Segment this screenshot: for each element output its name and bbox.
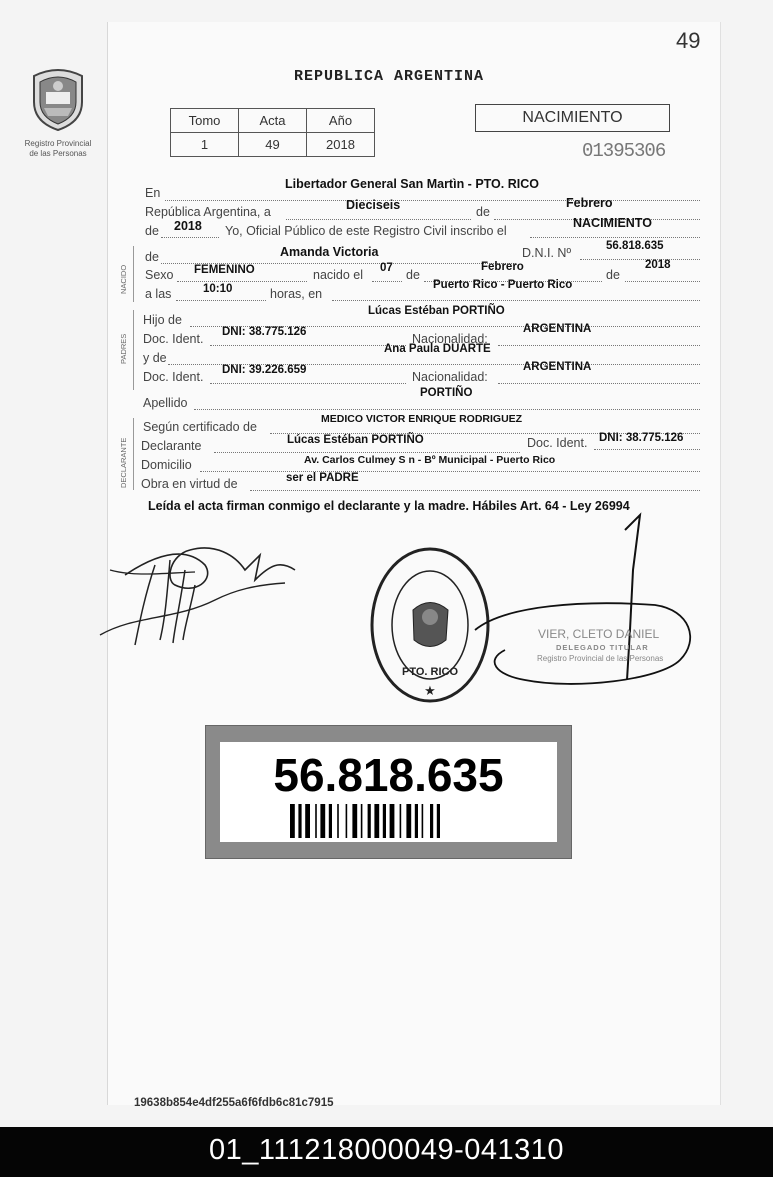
name-de-label: de	[145, 250, 159, 264]
logo-caption-line2: de las Personas	[29, 149, 87, 158]
closing-note: Leída el acta firman conmigo el declarante y la madre. Hábiles Art. 64 - Ley 26994	[148, 499, 630, 513]
sex-line	[177, 281, 307, 282]
father-nationality-line	[498, 345, 700, 346]
republica-label: República Argentina, a	[145, 205, 271, 219]
birth-year-value: 2018	[645, 259, 671, 271]
barcode-bar	[290, 804, 295, 838]
year-de-label: de	[145, 224, 159, 238]
declarant-doc-label: Doc. Ident.	[527, 436, 588, 450]
month-value: Febrero	[566, 196, 613, 210]
act-line	[530, 237, 700, 238]
document-hash: 19638b854e4df255a6f6fdb6c81c7915	[134, 1097, 334, 1109]
barcode-bar	[315, 804, 317, 838]
official-role: DELEGADO TITULAR	[556, 643, 649, 652]
mother-doc-label: Doc. Ident.	[143, 370, 204, 384]
birth-month-de-label: de	[406, 268, 420, 282]
barcode-bar	[374, 804, 379, 838]
barcode-bar	[337, 804, 339, 838]
provincial-seal-icon	[26, 62, 90, 132]
official-name: VIER, CLETO DANIEL	[538, 627, 660, 641]
declarant-doc-line	[594, 449, 700, 450]
country-heading: REPUBLICA ARGENTINA	[294, 68, 485, 85]
barcode-bar	[320, 804, 325, 838]
father-nationality-label: Nacionalidad:	[412, 332, 488, 346]
birthplace-value: Puerto Rico - Puerto Rico	[433, 279, 573, 291]
barcode-bar	[437, 804, 440, 838]
mother-doc-value: DNI: 39.226.659	[222, 364, 307, 376]
address-line	[200, 471, 700, 472]
svg-text:PTO. RICO: PTO. RICO	[401, 666, 459, 678]
declarant-signature-icon	[95, 525, 300, 660]
side-label-nacido: NACIDO	[119, 264, 128, 294]
declarant-doc-value: DNI: 38.775.126	[599, 432, 684, 444]
barcode-bar	[352, 804, 357, 838]
birth-year-line	[625, 281, 700, 282]
barcode-bar	[298, 804, 301, 838]
born-on-label: nacido el	[313, 268, 364, 282]
day-value: Dieciseis	[346, 198, 401, 212]
serial-number: 01395306	[582, 140, 666, 162]
place-value: Libertador General San Martìn - PTO. RICO	[285, 177, 539, 191]
by-virtue-label: Obra en virtud de	[141, 477, 238, 491]
nacido-bracket	[133, 246, 134, 302]
reference-table	[170, 108, 375, 157]
sex-label: Sexo	[145, 268, 174, 282]
declarant-line	[214, 452, 520, 453]
by-virtue-value: ser el PADRE	[286, 472, 359, 484]
dni-sticker-panel	[220, 742, 557, 842]
address-value: Av. Carlos Culmey S n - Bº Municipal - Puerto Rico	[304, 454, 556, 466]
at-label: a las	[145, 287, 172, 301]
barcode-bar	[430, 804, 433, 838]
mother-nationality-line	[498, 383, 700, 384]
barcode-bar	[361, 804, 363, 838]
declarant-label: Declarante	[141, 439, 202, 453]
son-of-label: Hijo de	[143, 313, 182, 327]
surname-label: Apellido	[143, 396, 188, 410]
father-doc-line	[210, 345, 406, 346]
surname-value: PORTIÑO	[420, 387, 473, 399]
mother-name-value: Ana Paula DUARTE	[384, 343, 491, 355]
svg-text:★: ★	[424, 683, 436, 698]
official-organization: Registro Provincial de las Personas	[537, 654, 664, 663]
footer-id: 01_111218000049-041310	[208, 1134, 565, 1166]
time-value: 10:10	[203, 283, 233, 295]
dni-sticker-number: 56.818.635	[273, 749, 504, 801]
en-label: En	[145, 186, 161, 200]
declarant-value: Lúcas Estéban PORTIÑO	[287, 434, 424, 446]
month-de-label: de	[476, 205, 490, 219]
birth-day-value: 07	[380, 262, 393, 274]
registry-logo	[22, 62, 94, 159]
acta-label: Acta	[239, 109, 307, 133]
dni-line	[580, 259, 700, 260]
barcode-bar	[305, 804, 310, 838]
barcode-icon	[290, 804, 510, 838]
year-line	[161, 237, 219, 238]
tomo-label: Tomo	[171, 109, 239, 133]
barcode-bar	[400, 804, 402, 838]
birth-day-line	[372, 281, 402, 282]
mother-nationality-label: Nacionalidad:	[412, 370, 488, 384]
birth-year-de-label: de	[606, 268, 620, 282]
barcode-bar	[329, 804, 332, 838]
barcode-bar	[368, 804, 371, 838]
father-name-value: Lúcas Estéban PORTIÑO	[368, 305, 505, 317]
dni-sticker	[205, 725, 572, 859]
logo-caption-line1: Registro Provincial	[24, 139, 92, 148]
father-nationality-value: ARGENTINA	[523, 323, 592, 335]
hours-in-label: horas, en	[270, 287, 323, 301]
barcode-bar	[390, 804, 395, 838]
barcode-bar	[422, 804, 424, 838]
side-label-declarante: DECLARANTE	[119, 437, 128, 488]
by-virtue-line	[250, 490, 700, 491]
certificate-value: MEDICO VICTOR ENRIQUE RODRIGUEZ	[321, 413, 523, 425]
sex-value: FEMENINO	[194, 264, 255, 276]
anio-value: 2018	[307, 133, 375, 157]
barcode-bar	[383, 804, 386, 838]
tomo-value: 1	[171, 133, 239, 157]
day-line	[286, 219, 471, 220]
mother-nationality-value: ARGENTINA	[523, 361, 592, 373]
and-of-label: y de	[143, 351, 167, 365]
dni-label: D.N.I. Nº	[522, 246, 572, 260]
address-label: Domicilio	[141, 458, 192, 472]
mother-doc-line	[210, 383, 406, 384]
barcode-bar	[346, 804, 348, 838]
registrar-label: Yo, Oficial Público de este Registro Civil inscribo el	[225, 224, 507, 238]
barcode-bar	[406, 804, 411, 838]
act-value: NACIMIENTO	[573, 216, 652, 230]
child-name-value: Amanda Victoria	[280, 245, 379, 259]
father-doc-label: Doc. Ident.	[143, 332, 204, 346]
child-dni-value: 56.818.635	[606, 240, 664, 252]
padres-bracket	[133, 310, 134, 390]
en-line	[165, 200, 700, 201]
surname-line	[194, 409, 700, 410]
birthplace-line	[332, 300, 700, 301]
acta-value: 49	[239, 133, 307, 157]
footer-id-bar	[0, 1127, 773, 1177]
document-type-box: NACIMIENTO	[475, 104, 670, 132]
father-doc-value: DNI: 38.775.126	[222, 326, 307, 338]
year-value: 2018	[174, 219, 202, 233]
birth-month-value: Febrero	[481, 261, 524, 273]
page-number: 49	[676, 28, 701, 53]
declarante-bracket	[133, 418, 134, 490]
side-label-padres: PADRES	[119, 333, 128, 364]
certificate-label: Según certificado de	[143, 420, 257, 434]
anio-label: Año	[307, 109, 375, 133]
barcode-bar	[415, 804, 418, 838]
official-signature-icon	[465, 510, 700, 700]
time-line	[176, 300, 266, 301]
